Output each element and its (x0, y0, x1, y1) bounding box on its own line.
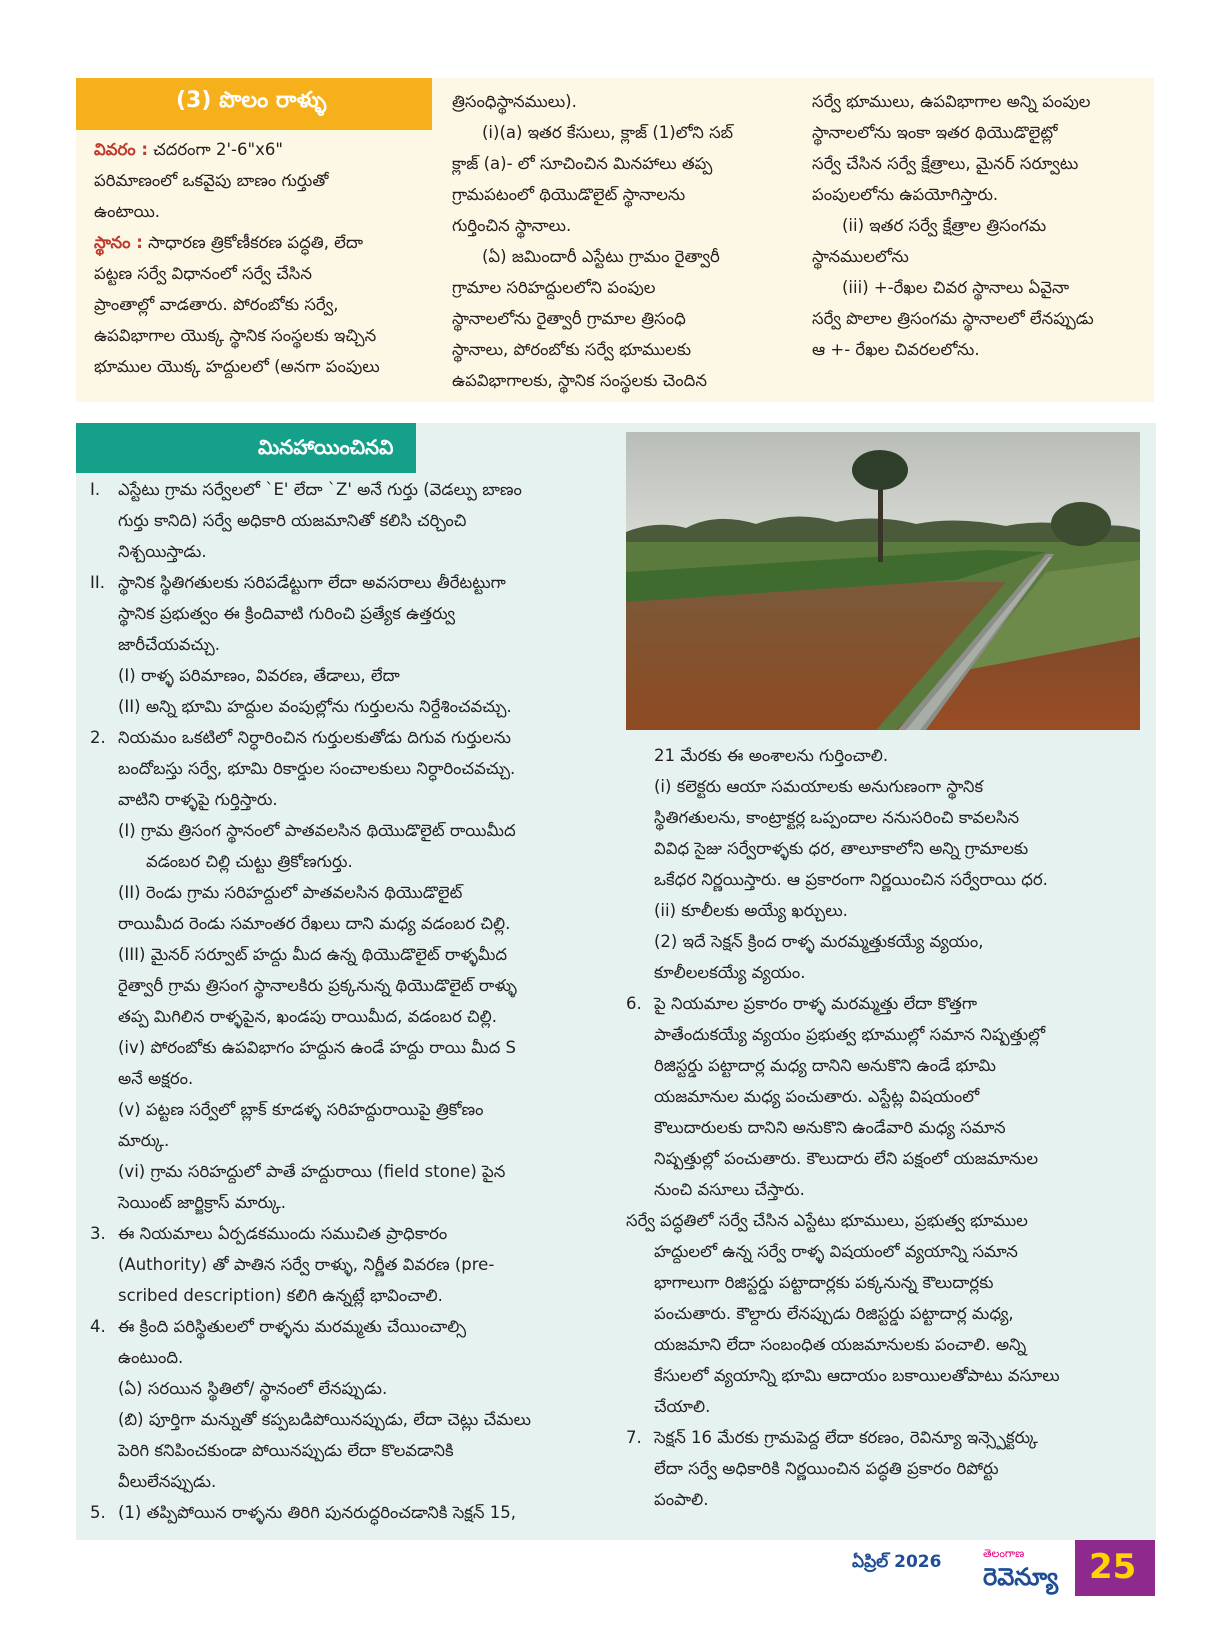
paragraph-line: (i)(a) ఇతర కేసులు, క్లాజ్ (1)లోని సబ్ (482, 123, 734, 142)
list-line (90, 784, 610, 815)
paragraph-line: గుర్తించిన స్థానాలు. (452, 216, 572, 235)
list-line (626, 1236, 1146, 1267)
list-line (90, 1435, 610, 1466)
field-label: వివరం : (94, 140, 148, 159)
list-number: 7. (626, 1428, 642, 1447)
list-line (626, 926, 1146, 957)
exemptions-header-title: మినహాయించినవి (258, 435, 394, 459)
list-text: (I) రాళ్ళ పరిమాణం, వివరణ, తేడాలు, లేదా (118, 666, 400, 685)
list-number: I. (90, 480, 101, 499)
list-text: సెయింట్ జార్జిక్రాస్ మార్కు. (118, 1193, 287, 1212)
list-text: కేసులలో వ్యయాన్ని భూమి ఆదాయం బకాయిలతోపాటు వసూలు (654, 1366, 1060, 1385)
paragraph-line: (ii) ఇతర సర్వే క్షేత్రాల త్రిసంగమ (842, 216, 1047, 235)
list-number: II. (90, 573, 105, 592)
list-line (90, 1001, 610, 1032)
list-line (90, 1311, 610, 1342)
list-text: (v) పట్టణ సర్వేలో బ్లాక్ కూడళ్ళ సరిహద్దురాయిపై త్రికోణం (118, 1100, 484, 1119)
list-line (90, 1404, 610, 1435)
paragraph-line: గ్రామపటంలో థియొడొలైట్ స్థానాలను (452, 185, 686, 204)
list-line (626, 1267, 1146, 1298)
list-line (90, 474, 610, 505)
list-line (90, 1063, 610, 1094)
list-text: ఈ క్రింది పరిస్థితులలో రాళ్ళను మరమ్మతు చేయించాల్సి (118, 1317, 467, 1336)
paragraph-line (94, 134, 428, 165)
paragraph-line: గ్రామాల సరిహద్దులలోని పంపుల (452, 278, 656, 297)
list-line (90, 1032, 610, 1063)
paragraph-line: సర్వే పొలాల త్రిసంగమ స్థానాలలో లేనప్పుడు (812, 309, 1094, 328)
list-text: నుంచి వసూలు చేస్తారు. (654, 1180, 805, 1199)
list-line (90, 536, 610, 567)
paragraph-line: పరిమాణంలో ఒకవైపు బాణం గుర్తుతో (94, 171, 329, 190)
list-line (90, 877, 610, 908)
list-line (626, 1174, 1146, 1205)
list-text: పంపాలి. (654, 1490, 709, 1509)
list-line (626, 895, 1146, 926)
list-line (626, 740, 1146, 771)
list-line (90, 815, 610, 846)
list-line (626, 864, 1146, 895)
list-line (90, 1156, 610, 1187)
list-text: పై నియమాల ప్రకారం రాళ్ళ మరమ్మత్తు లేదా కొత్తగా (654, 994, 978, 1013)
list-line (626, 1019, 1146, 1050)
list-line (90, 1094, 610, 1125)
field-text: చదరంగా 2'-6"x6" (147, 140, 283, 159)
list-line (90, 691, 610, 722)
list-text: (II) అన్ని భూమి హద్దుల వంపుల్లోను గుర్తులను నిర్దేశించవచ్చు. (118, 697, 512, 716)
list-text: గుర్తు కానిది) సర్వే అధికారి యజమానితో కలిసి చర్చించి (118, 511, 467, 530)
paragraph-line: ఆ +- రేఖల చివరలలోను. (812, 340, 980, 359)
list-line (90, 567, 610, 598)
list-line (626, 1484, 1146, 1515)
paragraph-line: ఉపవిభాగాలకు, స్థానిక సంస్థలకు చెందిన (452, 371, 707, 390)
list-text: యజమాని లేదా సంబంధిత యజమానులకు పంచాలి. అన్ని (654, 1335, 1027, 1354)
list-line (90, 1280, 610, 1311)
paragraph-line: ఉపవిభాగాల యొక్క స్థానిక సంస్థలకు ఇచ్చిన (94, 326, 377, 345)
top-column-2 (452, 86, 792, 396)
paragraph-line: భూముల యొక్క హద్దులలో (అనగా పంపులు (94, 357, 380, 376)
list-text: వీలులేనప్పుడు. (118, 1472, 217, 1491)
list-text: చేయాలి. (654, 1397, 711, 1416)
paragraph-line: పట్టణ సర్వే విధానంలో సర్వే చేసిన (94, 264, 312, 283)
list-text: కౌలుదారులకు దానిని అనుకొని ఉండేవారి మధ్య సమాన (654, 1118, 1006, 1137)
list-line (626, 1205, 1146, 1236)
list-line (626, 988, 1146, 1019)
list-line (90, 753, 610, 784)
paragraph-line: (iii) +-రేఖల చివర స్థానాలు ఏవైనా (842, 278, 1070, 297)
list-text: ఎస్టేటు గ్రామ సర్వేలలో `E' లేదా `Z' అనే గుర్తు (వెడల్పు బాణం (118, 480, 522, 499)
list-line (90, 1342, 610, 1373)
list-line (90, 1497, 610, 1528)
list-number: 5. (90, 1503, 106, 1522)
list-line (90, 598, 610, 629)
list-text: (Authority) తో పాతిన సర్వే రాళ్ళు, నిర్ణీత వివరణ (pre- (118, 1255, 495, 1274)
list-text: వాటిని రాళ్ళపై గుర్తిస్తారు. (118, 790, 278, 809)
paragraph-line: పంపులలోను ఉపయోగిస్తారు. (812, 185, 999, 204)
list-line (626, 1422, 1146, 1453)
list-line (90, 505, 610, 536)
list-text: (2) ఇదే సెక్షన్ క్రింద రాళ్ళ మరమ్మత్తుకయ్యే వ్యయం, (654, 932, 984, 951)
paragraph-line: ఉంటాయి. (94, 202, 161, 221)
paragraph-line: క్లాజ్ (a)- లో సూచించిన మినహాలు తప్ప (452, 154, 713, 173)
list-text: నియమం ఒకటిలో నిర్ధారించిన గుర్తులకుతోడు దిగువ గుర్తులను (118, 728, 511, 747)
list-line (626, 1329, 1146, 1360)
list-line (90, 1249, 610, 1280)
paragraph-line: స్థానాలు, పోరంబోకు సర్వే భూములకు (452, 340, 692, 359)
list-text: (i) కలెక్టరు ఆయా సమయాలకు అనుగుణంగా స్థానిక (654, 777, 984, 796)
list-text: సెక్షన్ 16 మేరకు గ్రామపెద్ద లేదా కరణం, రెవిన్యూ ఇన్స్పెక్టర్కు (654, 1428, 1038, 1447)
list-text: సర్వే పద్ధతిలో సర్వే చేసిన ఎస్టేటు భూములు, ప్రభుత్వ భూముల (626, 1211, 1028, 1230)
list-line (90, 939, 610, 970)
list-line (626, 1391, 1146, 1422)
list-text: స్థానిక స్థితిగతులకు సరిపడేట్టుగా లేదా అవసరాలు తీరేటట్టుగా (118, 573, 506, 592)
list-text: పెరిగి కనిపించకుండా పోయినప్పుడు లేదా కొలవడానికి (118, 1441, 454, 1460)
list-number: 3. (90, 1224, 106, 1243)
list-line (90, 660, 610, 691)
issue-date: ఏప్రిల్ 2026 (852, 1552, 942, 1572)
list-line (90, 1125, 610, 1156)
paragraph-line: స్థానాలలోను ఇంకా ఇతర థియొడొలైట్లో (812, 123, 1058, 142)
field-text: సాధారణ త్రికోణీకరణ పద్ధతి, లేదా (142, 233, 364, 252)
list-text: వడంబర చిల్లి చుట్టు త్రికోణగుర్తు. (146, 852, 353, 871)
top-column-3 (812, 86, 1152, 365)
list-text: (ii) కూలీలకు అయ్యే ఖర్చులు. (654, 901, 848, 920)
list-number: 2. (90, 728, 106, 747)
list-line (90, 722, 610, 753)
list-line (626, 1081, 1146, 1112)
list-line (90, 629, 610, 660)
list-line (90, 1218, 610, 1249)
list-line (626, 833, 1146, 864)
list-text: (II) రెండు గ్రామ సరిహద్దులో పాతవలసిన థియొడొలైట్ (118, 883, 463, 902)
list-line (626, 1298, 1146, 1329)
list-text: scribed description) కలిగి ఉన్నట్లే భావించాలి. (118, 1286, 443, 1305)
list-text: పాతేందుకయ్యే వ్యయం ప్రభుత్వ భూముల్లో సమాన నిష్పత్తుల్లో (654, 1025, 1046, 1044)
magazine-logo: రెవెన్యూ (983, 1563, 1059, 1591)
list-text: (iv) పోరంబోకు ఉపవిభాగం హద్దున ఉండే హద్దు రాయి మీద S (118, 1038, 516, 1057)
list-text: (1) తప్పిపోయిన రాళ్ళను తిరిగి పునరుద్ధరించడానికి సెక్షన్ 15, (118, 1503, 516, 1522)
paragraph-line: స్థానాలలోను రైత్వారీ గ్రామాల త్రిసంధి (452, 309, 686, 328)
paragraph-line: త్రిసంధిస్థానములు). (452, 92, 577, 111)
list-text: (vi) గ్రామ సరిహద్దులో పాతే హద్దురాయి (field stone) పైన (118, 1162, 506, 1181)
list-line (90, 908, 610, 939)
list-text: 21 మేరకు ఈ అంశాలను గుర్తించాలి. (654, 746, 889, 765)
list-line (90, 846, 610, 877)
paragraph-line: స్థానములలోను (812, 247, 909, 266)
list-text: రిజిస్టర్డు పట్టాదార్ల మధ్య దానిని అనుకొని ఉండే భూమి (654, 1056, 996, 1075)
list-text: హద్దులలో ఉన్న సర్వే రాళ్ళ విషయంలో వ్యయాన్ని సమాన (654, 1242, 1018, 1261)
page-number: 25 (1089, 1547, 1137, 1587)
list-text: (III) మైనర్ సర్వూట్ హద్దు మీద ఉన్న థియొడొలైట్ రాళ్ళమీద (118, 945, 508, 964)
list-number: 4. (90, 1317, 106, 1336)
list-text: (బి) పూర్తిగా మన్నుతో కప్పబడిపోయినప్పుడు, లేదా చెట్లు చేమలు (118, 1410, 532, 1429)
list-text: నిష్పత్తుల్లో పంచుతారు. కౌలుదారు లేని పక్షంలో యజమానుల (654, 1149, 1039, 1168)
list-text: ఈ నియమాలు ఏర్పడకముందు సముచిత ప్రాధికారం (118, 1224, 448, 1243)
list-text: లేదా సర్వే అధికారికి నిర్ణయించిన పద్ధతి ప్రకారం రిపోర్టు (654, 1459, 999, 1478)
list-line (626, 1360, 1146, 1391)
list-text: కూలీలలకయ్యే వ్యయం. (654, 963, 806, 982)
list-text: భాగాలుగా రిజిస్టర్డు పట్టాదార్లకు పక్కనున్న కౌలుదార్లకు (654, 1273, 994, 1292)
paragraph-line: ప్రాంతాల్లో వాడతారు. పోరంబోకు సర్వే, (94, 295, 339, 314)
paragraph-line: సర్వే చేసిన సర్వే క్షేత్రాలు, మైనర్ సర్వూటు (812, 154, 1079, 173)
list-text: మార్కు. (118, 1131, 170, 1150)
list-line (626, 1112, 1146, 1143)
list-text: అనే అక్షరం. (118, 1069, 194, 1088)
list-text: తప్ప మిగిలిన రాళ్ళపైన, ఖండపు రాయిమీద, వడంబర చిల్లి. (118, 1007, 498, 1026)
list-text: స్థానిక ప్రభుత్వం ఈ క్రిందివాటి గురించి ప్రత్యేక ఉత్తర్వు (118, 604, 455, 623)
list-text: యజమానుల మధ్య పంచుతారు. ఎస్టేట్ల విషయంలో (654, 1087, 980, 1106)
list-text: జారీచేయవచ్చు. (118, 635, 221, 654)
list-line (90, 1187, 610, 1218)
magazine-subtitle: తెలంగాణ (983, 1547, 1025, 1560)
list-line (626, 771, 1146, 802)
list-line (626, 802, 1146, 833)
list-text: వివిధ సైజు సర్వేరాళ్ళకు ధర, తాలూకాలోని అన్ని గ్రామాలకు (654, 839, 1029, 858)
paragraph-line: (ఏ) జమిందారీ ఎస్టేటు గ్రామం రైత్వారీ (482, 247, 720, 266)
paragraph-line: సర్వే భూములు, ఉపవిభాగాల అన్ని పంపుల (812, 92, 1091, 111)
paragraph-line (94, 227, 428, 258)
list-text: రైత్వారీ గ్రామ త్రిసంగ స్థానాలకిరు ప్రక్కనున్న థియొడొలైట్ రాళ్ళు (118, 976, 517, 995)
list-text: బందోబస్తు సర్వే, భూమి రికార్డుల సంచాలకులు నిర్ధారించవచ్చు. (118, 759, 516, 778)
list-line (626, 957, 1146, 988)
list-line (626, 1453, 1146, 1484)
list-line (626, 1143, 1146, 1174)
list-number: 6. (626, 994, 642, 1013)
field-photo (626, 432, 1140, 730)
photo-palm-crown (852, 450, 908, 490)
field-label: స్థానం : (94, 233, 143, 252)
list-text: స్థితిగతులను, కాంట్రాక్టర్ల ఒప్పందాల ననుసరించి కావలసిన (654, 808, 1020, 827)
list-text: ఒకేధర నిర్ణయిస్తారు. ఆ ప్రకారంగా నిర్ణయించిన సర్వేరాయి ధర. (654, 870, 1048, 889)
list-text: నిశ్చయిస్తాడు. (118, 542, 207, 561)
top-column-1 (94, 134, 428, 382)
photo-tree-right (1051, 502, 1111, 546)
list-line (90, 1466, 610, 1497)
list-line (90, 1373, 610, 1404)
list-text: ఉంటుంది. (118, 1348, 184, 1367)
section-header-title: (3) పొలం రాళ్ళు (176, 88, 327, 113)
left-column (90, 474, 610, 1528)
list-text: పంచుతారు. కౌల్దారు లేనప్పుడు రిజిస్టర్డు పట్టాదార్ల మధ్య, (654, 1304, 1014, 1323)
list-text: (I) గ్రామ త్రిసంగ స్థానంలో పాతవలసిన థియొడొలైట్ రాయిమీద (118, 821, 516, 840)
list-text: రాయిమీద రెండు సమాంతర రేఖలు దాని మధ్య వడంబర చిల్లి. (118, 914, 511, 933)
right-column (626, 740, 1146, 1515)
list-line (626, 1050, 1146, 1081)
list-text: (ఏ) సరయిన స్థితిలో/ స్థానంలో లేనప్పుడు. (118, 1379, 388, 1398)
list-line (90, 970, 610, 1001)
